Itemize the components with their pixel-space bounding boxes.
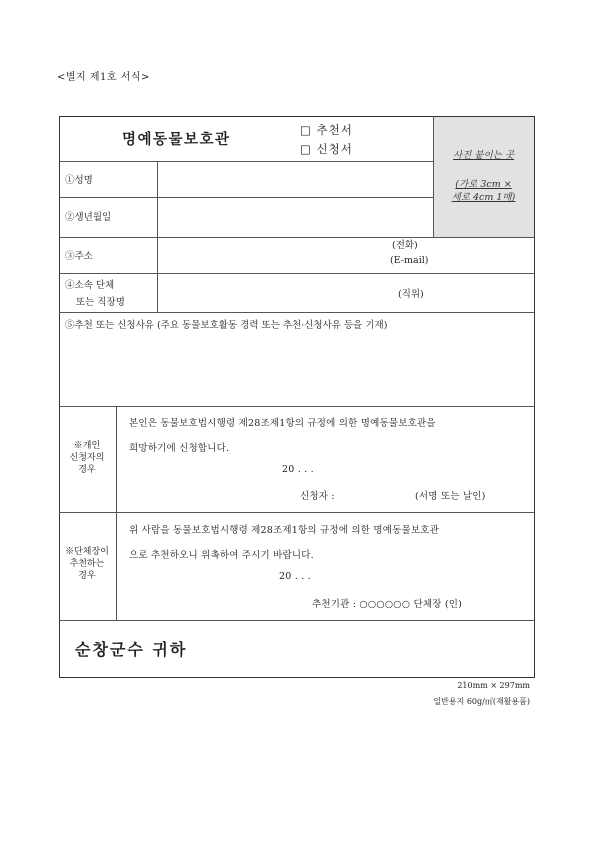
label-reason: ⑤추천 또는 신청사유 (주요 동물보호활동 경력 또는 추천·신청사유 등을 기재) bbox=[65, 320, 388, 331]
photo-size-line2: 세로 4cm 1매) bbox=[451, 192, 516, 203]
position-label: (직위) bbox=[398, 289, 424, 300]
checkbox-label-application: 신청서 bbox=[316, 142, 353, 156]
organization-text-line2: 으로 추천하오니 위촉하여 주시기 바랍니다. bbox=[129, 550, 314, 561]
signature-note: (서명 또는 날인) bbox=[415, 491, 486, 502]
organization-date[interactable]: 20 . . . bbox=[279, 571, 311, 582]
name-field[interactable] bbox=[158, 162, 432, 196]
checkbox-label-recommendation: 추천서 bbox=[316, 123, 353, 137]
form-number-label: <별지 제1호 서식> bbox=[57, 72, 150, 83]
individual-text-line1: 본인은 동물보호법시행령 제28조제1항의 규정에 의한 명예동물보호관을 bbox=[129, 418, 436, 429]
email-label: (E-mail) bbox=[390, 255, 429, 266]
photo-caption: 사진 붙이는 곳 bbox=[452, 150, 515, 161]
paper-size: 210mm × 297mm bbox=[457, 681, 530, 690]
label-organization-line1: ④소속 단체 bbox=[65, 280, 115, 291]
organization-side-line2: 추천하는 bbox=[69, 559, 105, 569]
checkbox-application[interactable] bbox=[300, 141, 353, 157]
organization-field[interactable] bbox=[158, 274, 534, 311]
applicant-signature-field[interactable] bbox=[352, 485, 412, 501]
organization-text-line1: 위 사람을 동물보호법시행령 제28조제1항의 규정에 의한 명예동물보호관 bbox=[129, 525, 439, 536]
paper-type: 일반용지 60g/㎡(재활용품) bbox=[433, 697, 530, 706]
individual-text-line2: 희망하기에 신청합니다. bbox=[129, 443, 230, 454]
label-name: ①성명 bbox=[65, 175, 93, 186]
label-birthdate: ②생년월일 bbox=[65, 212, 112, 223]
checkbox-icon: □ bbox=[300, 123, 312, 137]
label-address: ③주소 bbox=[65, 251, 93, 262]
checkbox-icon: □ bbox=[300, 142, 312, 156]
label-organization-line2: 또는 직장명 bbox=[76, 297, 125, 308]
checkbox-recommendation[interactable] bbox=[300, 122, 353, 138]
recommender-line: 추천기관 : ○○○○○○ 단체장 (인) bbox=[312, 599, 463, 610]
individual-date[interactable]: 20 . . . bbox=[282, 464, 314, 475]
addressee: 순창군수 귀하 bbox=[75, 640, 188, 659]
individual-side-line2: 신청자의 bbox=[69, 453, 105, 463]
address-field[interactable] bbox=[158, 238, 534, 272]
organization-side-line3: 경우 bbox=[78, 571, 96, 581]
photo-size-line1: (가로 3cm × bbox=[455, 179, 512, 190]
phone-label: (전화) bbox=[392, 240, 418, 251]
applicant-label: 신청자 : bbox=[300, 491, 335, 502]
individual-side-line1: ※개인 bbox=[73, 441, 101, 451]
individual-side-line3: 경우 bbox=[78, 465, 96, 475]
form-title: 명예동물보호관 bbox=[122, 131, 231, 148]
organization-side-line1: ※단체장이 bbox=[65, 547, 109, 557]
reason-field[interactable] bbox=[60, 332, 534, 404]
birthdate-field[interactable] bbox=[158, 198, 432, 236]
